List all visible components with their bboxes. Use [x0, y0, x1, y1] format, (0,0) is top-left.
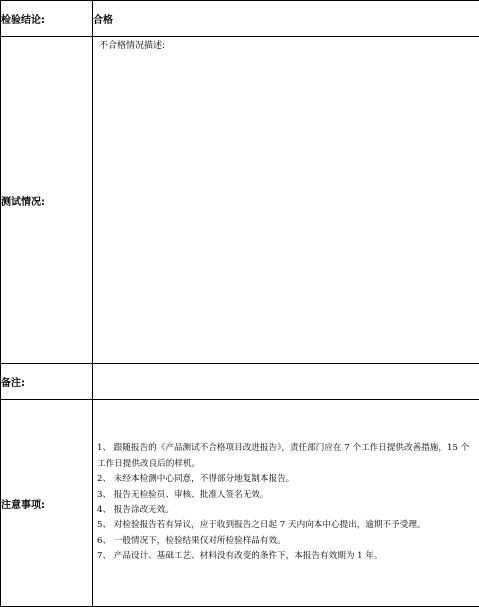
remark-value [93, 364, 479, 400]
notes-cell [93, 400, 479, 607]
remark-label: 备注: [1, 364, 93, 400]
nonconformity-description-label: 不合格情况描述: [99, 41, 166, 51]
test-label: 测试情况: [1, 37, 93, 364]
test-content-cell [93, 37, 479, 364]
notes-item: 2、 未经本检测中心同意，不得部分地复制本报告。 [97, 474, 295, 485]
notes-item: 7、 产品设计、基础工艺、材料没有改变的条件下，本报告有效期为 1 年。 [97, 551, 383, 562]
notes-item: 5、 对检验报告若有异议，应于收到报告之日起 7 天内向本中心提出，逾期不予受理。 [97, 520, 426, 531]
result-row [1, 1, 479, 37]
notes-list [97, 441, 473, 564]
remark-row [1, 364, 479, 400]
notes-item: 6、 一般情况下，检验结果仅对所检验样品有效。 [97, 535, 286, 546]
notes-item: 3、 报告无检验员、审核、批准人签名无效。 [97, 489, 269, 500]
notes-item: 4、 报告涂改无效。 [97, 505, 174, 515]
notes-row [1, 400, 479, 607]
result-label: 检验结论: [1, 1, 93, 37]
test-row [1, 37, 479, 364]
notes-label: 注意事项: [1, 400, 93, 607]
result-value: 合格 [93, 1, 479, 37]
notes-item: 1、 跟随报告的《产品测试不合格项目改进报告》，责任部门应在 7 个工作日提供改善措施，15 个工作日提供改良后的样机。 [97, 443, 470, 469]
